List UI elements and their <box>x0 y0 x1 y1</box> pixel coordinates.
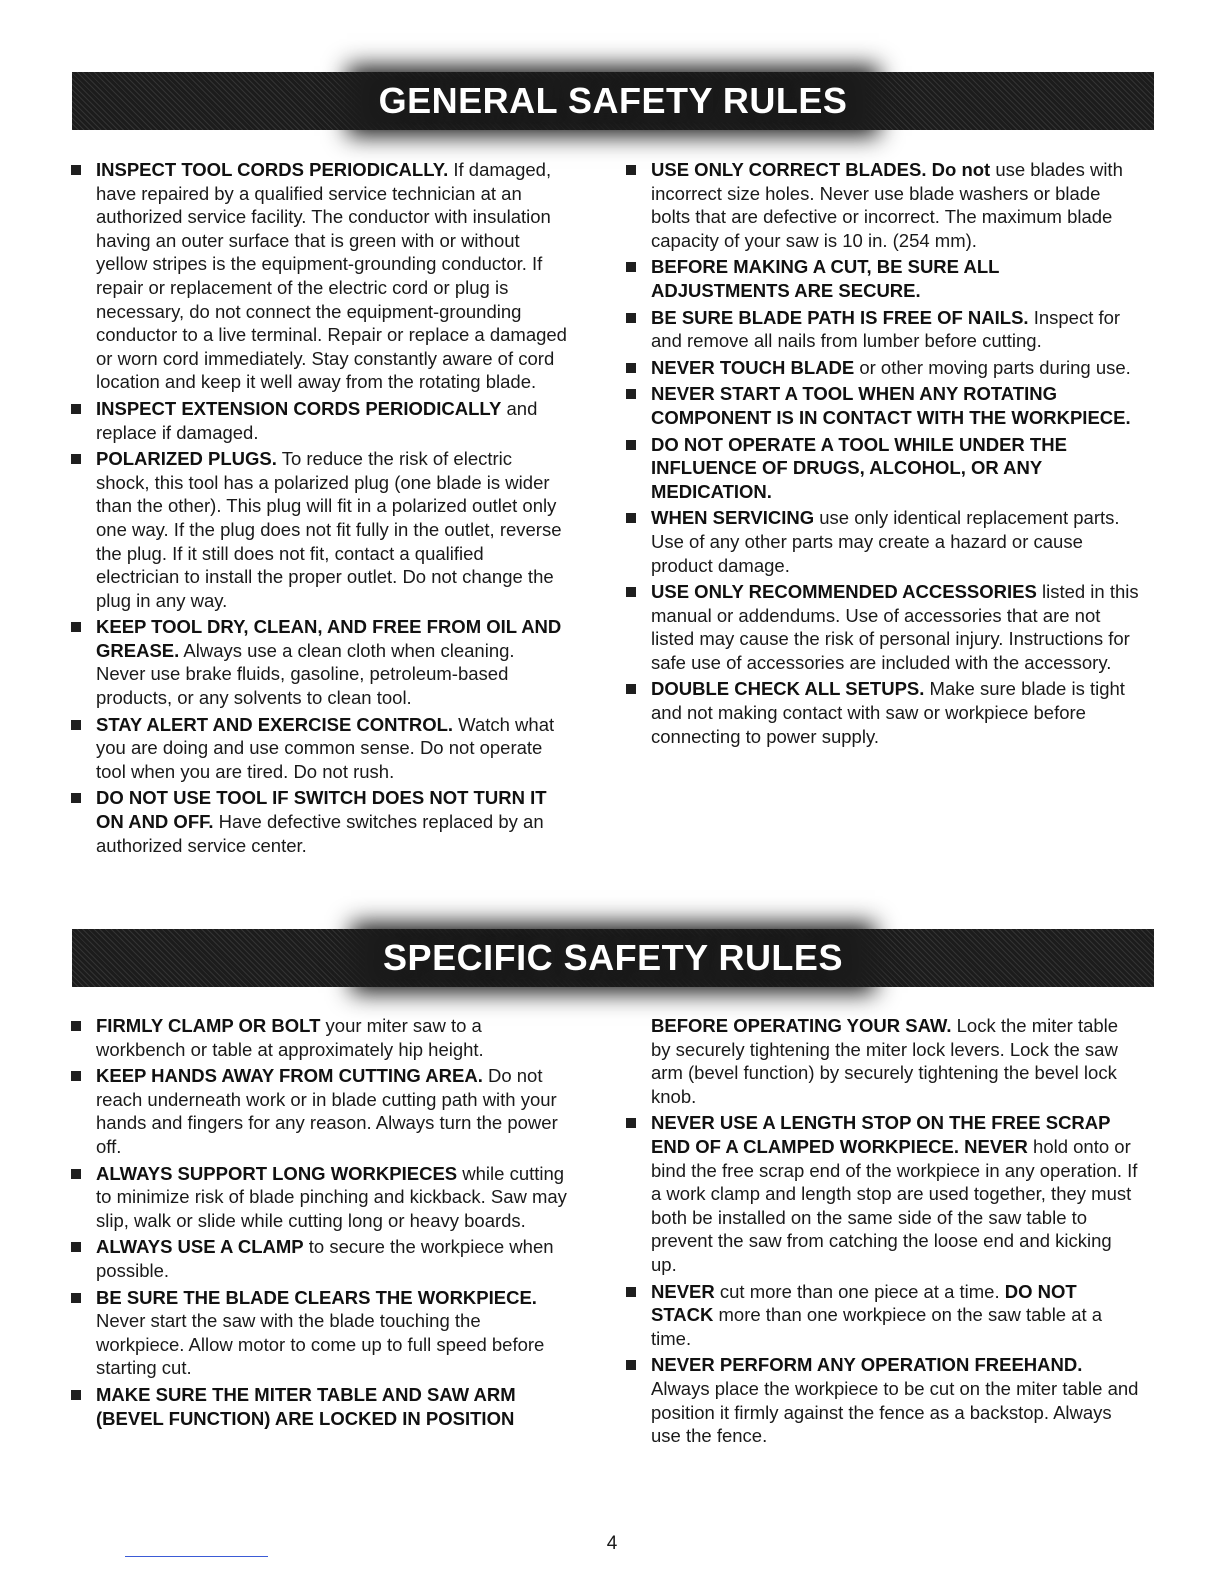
specific-left-column <box>69 1014 569 1433</box>
rule-support-long-workpieces: ALWAYS SUPPORT LONG WORKPIECES while cutting to minimize risk of blade pinching and kickback. Saw may slip, walk or slide while cutting long or heavy boards. <box>69 1162 569 1233</box>
rule-one-piece-at-a-time: NEVER cut more than one piece at a time. DO NOT STACK more than one workpiece on the saw table at a time. <box>624 1280 1140 1351</box>
rule-never-touch-blade: NEVER TOUCH BLADE or other moving parts during use. <box>624 356 1140 380</box>
bullet-icon <box>626 1118 636 1128</box>
bullet-icon <box>626 363 636 373</box>
rule-adjustments-secure: BEFORE MAKING A CUT, BE SURE ALL ADJUSTMENTS ARE SECURE. <box>624 255 1140 302</box>
bullet-icon <box>626 262 636 272</box>
bullet-icon <box>71 1071 81 1081</box>
bullet-icon <box>626 389 636 399</box>
footer-link-underline <box>125 1556 268 1557</box>
page-number: 4 <box>606 1533 618 1554</box>
bullet-icon <box>626 165 636 175</box>
bullet-icon <box>626 587 636 597</box>
rule-polarized-plugs: POLARIZED PLUGS. To reduce the risk of electric shock, this tool has a polarized plug (one blade is wider than the other). This plug will fit in a polarized outlet only one way. If the plug does not fit fully in the outlet, reverse the plug. If it still does not fit, contact a qualified electrician to install the proper outlet. Do not change the plug in any way. <box>69 447 569 612</box>
specific-right-column <box>624 1014 1140 1451</box>
rule-recommended-accessories: USE ONLY RECOMMENDED ACCESSORIES listed in this manual or addendums. Use of accessories that are not listed may cause the risk of personal injury. Instructions for safe use of accessories are included with the accessory. <box>624 580 1140 674</box>
bullet-icon <box>626 513 636 523</box>
rule-never-freehand: NEVER PERFORM ANY OPERATION FREEHAND. Always place the workpiece to be cut on the miter table and position it firmly against the fence as a backstop. Always use the fence. <box>624 1353 1140 1447</box>
rule-length-stop: NEVER USE A LENGTH STOP ON THE FREE SCRAP END OF A CLAMPED WORKPIECE. NEVER hold onto or bind the free scrap end of the workpiece in any operation. If a work clamp and length stop are used together, they must both be installed on the same side of the saw table to prevent the saw from catching the loose end and kicking up. <box>624 1111 1140 1276</box>
bullet-icon <box>626 440 636 450</box>
rule-stay-alert: STAY ALERT AND EXERCISE CONTROL. Watch what you are doing and use common sense. Do not operate tool when you are tired. Do not rush. <box>69 713 569 784</box>
rule-clamp-or-bolt: FIRMLY CLAMP OR BOLT your miter saw to a workbench or table at approximately hip height. <box>69 1014 569 1061</box>
bullet-icon <box>71 165 81 175</box>
bullet-icon <box>71 1390 81 1400</box>
rule-servicing: WHEN SERVICING use only identical replacement parts. Use of any other parts may create a hazard or cause product damage. <box>624 506 1140 577</box>
bullet-icon <box>71 720 81 730</box>
bullet-icon <box>71 1169 81 1179</box>
general-right-column <box>624 158 1140 751</box>
rule-use-clamp: ALWAYS USE A CLAMP to secure the workpiece when possible. <box>69 1235 569 1282</box>
specific-safety-title: SPECIFIC SAFETY RULES <box>365 937 861 979</box>
bullet-icon <box>71 793 81 803</box>
bullet-icon <box>626 1360 636 1370</box>
bullet-icon <box>71 622 81 632</box>
rule-blade-clears: BE SURE THE BLADE CLEARS THE WORKPIECE. Never start the saw with the blade touching the workpiece. Allow motor to come up to full speed before starting cut. <box>69 1286 569 1380</box>
bullet-icon <box>71 1021 81 1031</box>
bullet-icon <box>71 1242 81 1252</box>
bullet-icon <box>626 313 636 323</box>
bullet-icon <box>626 684 636 694</box>
rule-double-check-setups: DOUBLE CHECK ALL SETUPS. Make sure blade is tight and not making contact with saw or workpiece before connecting to power supply. <box>624 677 1140 748</box>
bullet-icon <box>71 404 81 414</box>
rule-switch: DO NOT USE TOOL IF SWITCH DOES NOT TURN IT ON AND OFF. Have defective switches replaced by an authorized service center. <box>69 786 569 857</box>
rule-correct-blades: USE ONLY CORRECT BLADES. Do not use blades with incorrect size holes. Never use blade washers or blade bolts that are defective or incorrect. The maximum blade capacity of your saw is 10 in. (254 mm). <box>624 158 1140 252</box>
specific-safety-banner <box>72 929 1154 987</box>
rule-inspect-tool-cords: INSPECT TOOL CORDS PERIODICALLY. If damaged, have repaired by a qualified service technician at an authorized service facility. The conductor with insulation having an outer surface that is green with or without yellow stripes is the equipment-grounding conductor. If repair or replacement of the electric cord or plug is necessary, do not connect the equipment-grounding conductor to a live terminal. Repair or replace a damaged or worn cord immediately. Stay constantly aware of cord location and keep it well away from the rotating blade. <box>69 158 569 394</box>
rule-keep-tool-dry: KEEP TOOL DRY, CLEAN, AND FREE FROM OIL AND GREASE. Always use a clean cloth when cleaning. Never use brake fluids, gasoline, petroleum-based products, or any solvents to clean tool. <box>69 615 569 709</box>
bullet-icon <box>71 1293 81 1303</box>
rule-before-operating-saw: BEFORE OPERATING YOUR SAW. Lock the miter table by securely tightening the miter lock levers. Lock the saw arm (bevel function) by securely tightening the bevel lock knob. <box>651 1015 1119 1107</box>
rule-blade-path: BE SURE BLADE PATH IS FREE OF NAILS. Inspect for and remove all nails from lumber before cutting. <box>624 306 1140 353</box>
rule-never-start-tool: NEVER START A TOOL WHEN ANY ROTATING COMPONENT IS IN CONTACT WITH THE WORKPIECE. <box>624 382 1140 429</box>
rule-inspect-extension-cords: INSPECT EXTENSION CORDS PERIODICALLY and replace if damaged. <box>69 397 569 444</box>
general-safety-title: GENERAL SAFETY RULES <box>361 80 866 122</box>
rule-drugs-alcohol: DO NOT OPERATE A TOOL WHILE UNDER THE INFLUENCE OF DRUGS, ALCOHOL, OR ANY MEDICATION. <box>624 433 1140 504</box>
general-safety-banner <box>72 72 1154 130</box>
bullet-icon <box>71 454 81 464</box>
rule-keep-hands-away: KEEP HANDS AWAY FROM CUTTING AREA. Do not reach underneath work or in blade cutting path with your hands and fingers for any reason. Always turn the power off. <box>69 1064 569 1158</box>
bullet-icon <box>626 1287 636 1297</box>
rule-miter-table-locked: MAKE SURE THE MITER TABLE AND SAW ARM (BEVEL FUNCTION) ARE LOCKED IN POSITION <box>69 1383 569 1430</box>
general-left-column <box>69 158 569 860</box>
